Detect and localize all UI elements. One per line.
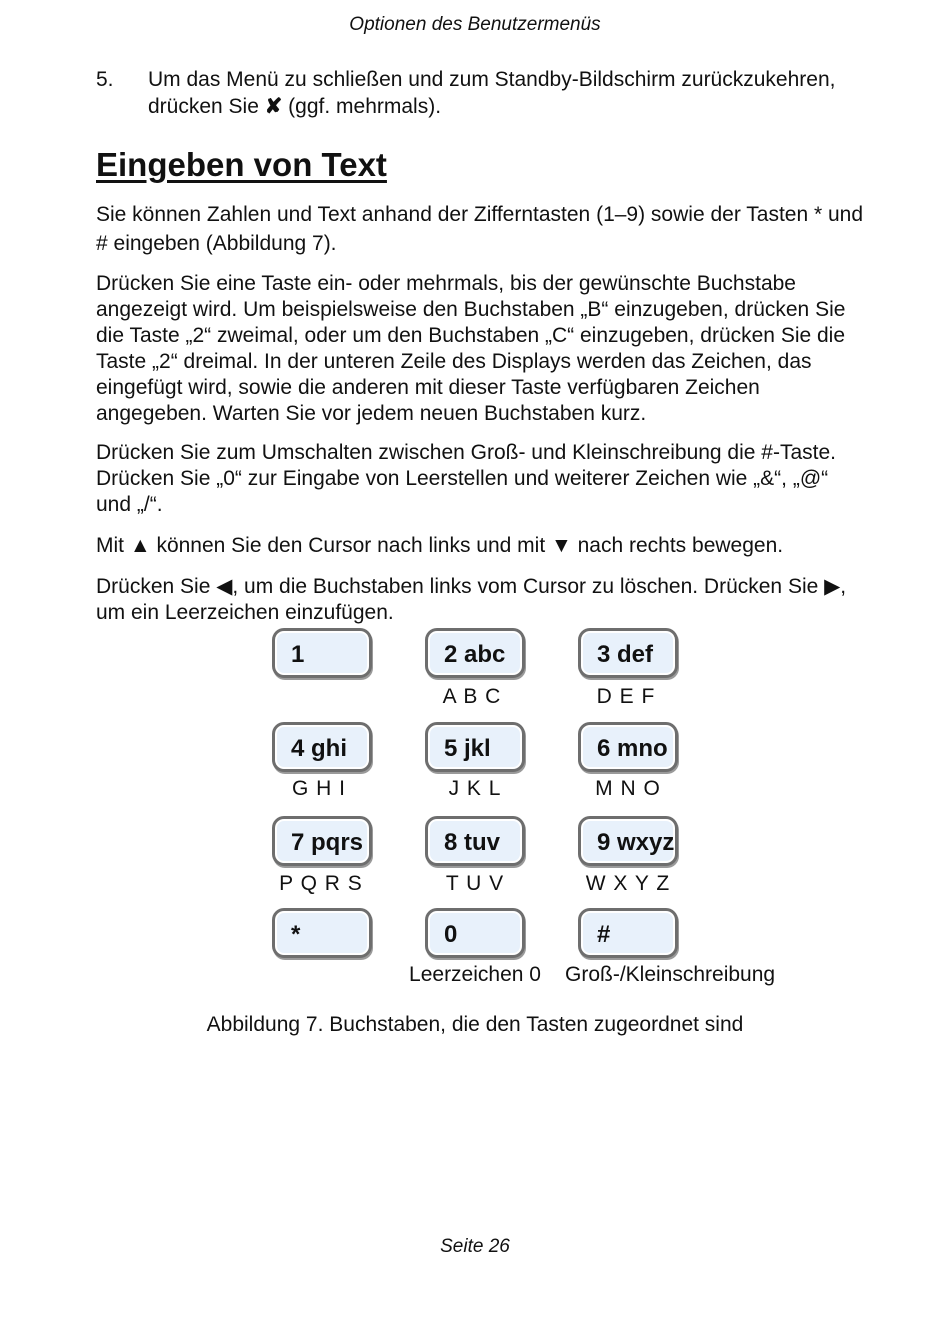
keypad-figure (0, 626, 950, 996)
key-7: 7 pqrs (272, 816, 372, 866)
key-2-label: A B C (442, 685, 502, 708)
step-text (148, 66, 856, 120)
step-text-after: (ggf. mehrmals). (282, 95, 442, 118)
key-9-label: W X Y Z (585, 872, 671, 895)
section-heading: Eingeben von Text (96, 146, 387, 183)
paragraph-case-switch: Drücken Sie zum Umschalten zwischen Groß- und Kleinschreibung die #-Taste. Drücken Sie „0“ zur Eingabe von Leerstellen und weiterer Zeichen wie „&“, „@“ und „/“. (96, 441, 836, 516)
step-5 (96, 66, 856, 120)
key-5-label: J K L (448, 777, 502, 800)
key-0: 0 (425, 908, 525, 958)
key-9: 9 wxyz (578, 816, 678, 866)
page-header: Optionen des Benutzermenüs (349, 14, 601, 35)
step-number: 5. (96, 68, 114, 91)
paragraph-cursor-move: Mit ▲ können Sie den Cursor nach links und mit ▼ nach rechts bewegen. (96, 534, 784, 557)
close-icon: ✘ (264, 95, 283, 118)
key-8-label: T U V (445, 872, 505, 895)
key-4: 4 ghi (272, 722, 372, 772)
figure-caption: Abbildung 7. Buchstaben, die den Tasten zugeordnet sind (206, 1013, 744, 1036)
page-number: Seite 26 (440, 1236, 510, 1257)
key-5: 5 jkl (425, 722, 525, 772)
key-1: 1 (272, 628, 372, 678)
paragraph-letter-input: Drücken Sie eine Taste ein- oder mehrmals, bis der gewünschte Buchstabe angezeigt wird. Um beispielsweise den Buchstaben „B“ einzugeben, drücken Sie die Taste „2“ zweimal, oder um den Buchstaben „C“ einzugeben, drücken Sie die Taste „2“ dreimal. In der unteren Zeile des Displays werden das Zeichen, das eingefügt wird, sowie die anderen mit dieser Taste verfügbaren Zeichen angegeben. Warten Sie vor jedem neuen Buchstaben kurz. (96, 272, 846, 425)
key-star: * (272, 908, 372, 958)
key-3: 3 def (578, 628, 678, 678)
key-4-label: G H I (291, 777, 346, 800)
key-7-label: P Q R S (279, 872, 363, 895)
key-hash-label: Groß-/Kleinschreibung (565, 963, 776, 986)
key-0-label: Leerzeichen 0 (409, 963, 541, 986)
key-8: 8 tuv (425, 816, 525, 866)
key-6-label: M N O (595, 777, 661, 800)
key-6: 6 mno (578, 722, 678, 772)
step-text-before: Um das Menü zu schließen und zum Standby-Bildschirm zurückzukehren, drücken Sie (148, 68, 836, 118)
key-2: 2 abc (425, 628, 525, 678)
paragraph-delete-insert: Drücken Sie ◀, um die Buchstaben links vom Cursor zu löschen. Drücken Sie ▶, um ein Leerzeichen einzufügen. (96, 575, 847, 624)
paragraph-intro: Sie können Zahlen und Text anhand der Zifferntasten (1–9) sowie der Tasten * und # eingeben (Abbildung 7). (96, 203, 864, 255)
key-3-label: D E F (596, 685, 656, 708)
key-hash: # (578, 908, 678, 958)
